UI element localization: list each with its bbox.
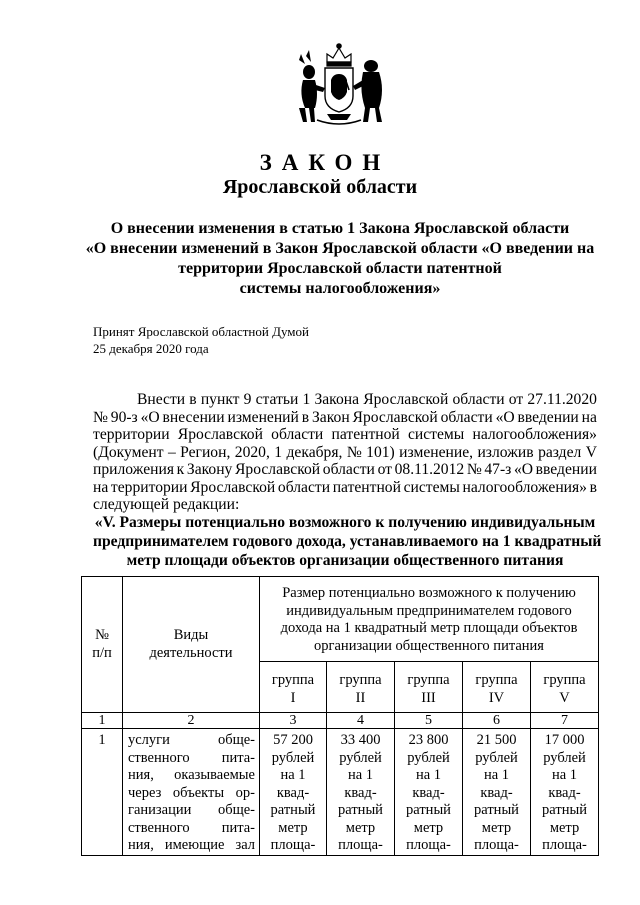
- body-word: 08.11.2012: [394, 461, 465, 478]
- body-word: №: [466, 461, 482, 478]
- col-header-number-line: №: [95, 627, 109, 643]
- body-word: Регион,: [180, 443, 231, 461]
- section-heading-line: метр площади объектов организации общественного питания: [126, 552, 564, 569]
- column-number: 4: [327, 713, 395, 729]
- body-word: области: [440, 408, 493, 426]
- body-word: в: [589, 478, 597, 496]
- adoption-note: [93, 323, 309, 357]
- body-word: 1: [302, 391, 311, 408]
- coat-of-arms-icon: [287, 40, 391, 128]
- law-word: ЗАКОН: [259, 150, 391, 175]
- adopted-date: 25 декабря 2020 года: [93, 341, 209, 356]
- group-number: IV: [488, 689, 505, 706]
- section-heading-line: «V. Размеры потенциально возможного к получению индивидуальным: [94, 514, 596, 531]
- body-word: налогообложения»: [472, 426, 597, 443]
- body-word: патентной: [332, 478, 401, 496]
- body-word: в: [189, 391, 197, 408]
- body-word: раздел: [538, 443, 582, 461]
- body-word: Ярославской: [352, 408, 438, 426]
- rate-cell: [260, 729, 327, 856]
- col-header-income-size: [260, 577, 599, 662]
- body-word: от: [377, 461, 392, 478]
- law-subtitle: [80, 219, 600, 299]
- body-word: 47-з: [484, 461, 512, 478]
- rate-line: площа-: [338, 837, 383, 853]
- activity-line: услуги обще-: [128, 732, 255, 748]
- column-number: 5: [395, 713, 463, 729]
- body-word: Ярославской: [363, 391, 449, 408]
- rate-cell: [463, 729, 531, 856]
- column-number: 3: [260, 713, 327, 729]
- group-header: [531, 662, 599, 713]
- body-line: [93, 479, 597, 497]
- rate-line: рублей: [475, 749, 518, 766]
- col-header-activity-line: Виды: [173, 627, 209, 643]
- body-word: «О: [140, 408, 160, 426]
- col-header-activity: [123, 577, 260, 713]
- rate-line: 23 800: [408, 732, 449, 748]
- group-header: [260, 662, 327, 713]
- body-word: области: [271, 426, 324, 443]
- activity-line: ния, оказываемые: [128, 767, 255, 783]
- body-line: [93, 444, 597, 462]
- subtitle-line: системы налогообложения»: [239, 280, 441, 297]
- column-number: 7: [531, 713, 599, 729]
- body-word: приложения: [93, 461, 175, 478]
- body-word: системы: [407, 426, 465, 443]
- group-number: II: [355, 689, 366, 706]
- body-word: 9: [243, 391, 252, 408]
- body-word: «О: [513, 461, 534, 478]
- body-word: 27.11.2020: [527, 391, 597, 408]
- rate-line: квад-: [412, 784, 445, 801]
- body-word: от: [508, 391, 524, 408]
- group-word: группа: [407, 672, 450, 688]
- body-word: территории: [110, 478, 188, 496]
- rate-line: на 1: [280, 767, 306, 783]
- rate-line: 17 000: [544, 732, 585, 748]
- body-word: в: [301, 408, 310, 426]
- activity-line: через объекты ор-: [128, 784, 255, 801]
- rate-cell: [531, 729, 599, 856]
- rate-line: рублей: [407, 749, 450, 766]
- body-word: Закона: [314, 391, 360, 408]
- column-number: 2: [123, 713, 260, 729]
- body-line: [93, 409, 597, 427]
- rate-line: ратный: [270, 802, 316, 818]
- col-header-activity-line: деятельности: [149, 644, 233, 661]
- col-header-number: [82, 577, 123, 713]
- rate-line: метр: [549, 819, 580, 836]
- body-word: введении: [535, 461, 597, 478]
- activity-line: ния, имеющие зал: [128, 837, 255, 853]
- rate-line: метр: [278, 819, 308, 836]
- rate-line: рублей: [271, 749, 315, 766]
- column-number: 1: [82, 713, 123, 729]
- body-word: следующей редакции:: [93, 496, 240, 513]
- col-header-size-line: Размер потенциально возможного к получению: [282, 585, 576, 601]
- activity-line: ганизации обще-: [128, 802, 255, 818]
- body-word: Ярославской: [190, 478, 276, 496]
- body-word: области: [452, 391, 505, 408]
- subtitle-line: территории Ярославской области патентной: [178, 260, 502, 277]
- column-number: 6: [463, 713, 531, 729]
- rate-line: ратный: [406, 802, 451, 818]
- rate-line: на 1: [415, 767, 442, 783]
- rate-line: квад-: [548, 784, 581, 801]
- col-header-number-line: п/п: [92, 644, 112, 661]
- rate-line: площа-: [474, 837, 519, 853]
- col-header-size-line: дохода на 1 квадратный метр площади объектов: [280, 620, 578, 636]
- body-word: изложив: [477, 443, 534, 461]
- rate-cell: [395, 729, 463, 856]
- body-word: V: [585, 443, 597, 461]
- body-word: Внести: [137, 391, 186, 408]
- body-word: области: [277, 478, 331, 496]
- body-line: [93, 496, 597, 514]
- rate-line: ратный: [338, 802, 383, 818]
- rate-line: 21 500: [476, 732, 517, 748]
- body-line: [93, 391, 597, 409]
- activity-line: ственного пита-: [128, 819, 255, 836]
- body-word: –: [167, 443, 176, 461]
- rate-line: 57 200: [273, 732, 313, 748]
- body-word: области: [322, 461, 375, 478]
- body-word: налогообложения»: [462, 478, 587, 496]
- body-word: пункт: [200, 391, 240, 408]
- activity-line: ственного пита-: [128, 749, 255, 766]
- rate-line: ратный: [542, 802, 587, 818]
- rate-line: площа-: [542, 837, 587, 853]
- rate-line: рублей: [543, 749, 586, 766]
- body-word: системы: [403, 478, 460, 496]
- body-word: на: [581, 408, 597, 426]
- body-word: введении: [517, 408, 579, 426]
- income-rates-table: [81, 576, 599, 856]
- body-word: 1: [274, 443, 283, 461]
- body-line: [93, 461, 597, 479]
- adopted-by: Принят Ярославской областной Думой: [93, 324, 309, 339]
- group-header: [463, 662, 531, 713]
- body-word: 90-з: [110, 408, 138, 426]
- rate-line: на 1: [551, 767, 578, 783]
- body-word: к: [176, 461, 185, 478]
- section-heading: [93, 513, 602, 570]
- body-word: Ярославской: [177, 426, 263, 443]
- body-word: Ярославской: [235, 461, 321, 478]
- rate-line: метр: [345, 819, 376, 836]
- rate-line: на 1: [347, 767, 374, 783]
- group-word: группа: [475, 672, 518, 688]
- body-word: внесении: [162, 408, 225, 426]
- group-header: [395, 662, 463, 713]
- group-word: группа: [543, 672, 586, 688]
- group-number: I: [290, 689, 296, 706]
- group-word: группа: [271, 672, 315, 688]
- rate-line: площа-: [270, 837, 316, 853]
- region-title: Ярославской области: [222, 176, 418, 198]
- body-word: 101): [366, 443, 395, 461]
- rate-line: метр: [481, 819, 512, 836]
- row-number: 1: [82, 729, 123, 856]
- rate-cell: [327, 729, 395, 856]
- col-header-size-line: организации общественного питания: [314, 637, 544, 654]
- body-word: №: [93, 408, 108, 426]
- col-header-size-line: индивидуальным предпринимателем годового: [286, 602, 572, 619]
- subtitle-line: О внесении изменения в статью 1 Закона Ярославской области: [110, 220, 570, 237]
- body-word: «О: [495, 408, 515, 426]
- rate-line: рублей: [339, 749, 382, 766]
- body-word: Закон: [312, 408, 350, 426]
- rate-line: квад-: [344, 784, 377, 801]
- body-word: статьи: [255, 391, 299, 408]
- body-word: на: [93, 478, 109, 496]
- group-word: группа: [339, 672, 382, 688]
- rate-line: метр: [413, 819, 444, 836]
- rate-line: квад-: [276, 784, 310, 801]
- body-word: №: [346, 443, 362, 461]
- body-word: 2020,: [234, 443, 270, 461]
- group-header: [327, 662, 395, 713]
- rate-line: квад-: [480, 784, 513, 801]
- body-paragraph: [93, 391, 597, 514]
- body-word: Закону: [186, 461, 233, 478]
- rate-line: 33 400: [340, 732, 381, 748]
- group-number: V: [559, 689, 570, 706]
- table-row: [82, 729, 599, 856]
- body-word: (Документ: [93, 443, 164, 461]
- group-number: III: [421, 689, 436, 706]
- subtitle-line: «О внесении изменений в Закон Ярославской области «О введении на: [85, 240, 595, 257]
- body-word: территории: [93, 426, 170, 443]
- rate-line: ратный: [474, 802, 519, 818]
- activity-cell: [123, 729, 260, 856]
- body-word: патентной: [331, 426, 400, 443]
- body-line: [93, 426, 597, 444]
- rate-line: на 1: [483, 767, 510, 783]
- body-word: изменений: [227, 408, 299, 426]
- section-heading-line: предпринимателем годового дохода, устанавливаемого на 1 квадратный: [93, 533, 602, 550]
- body-word: изменение,: [399, 443, 474, 461]
- rate-line: площа-: [406, 837, 451, 853]
- body-word: декабря,: [286, 443, 343, 461]
- column-number-row: [82, 713, 599, 729]
